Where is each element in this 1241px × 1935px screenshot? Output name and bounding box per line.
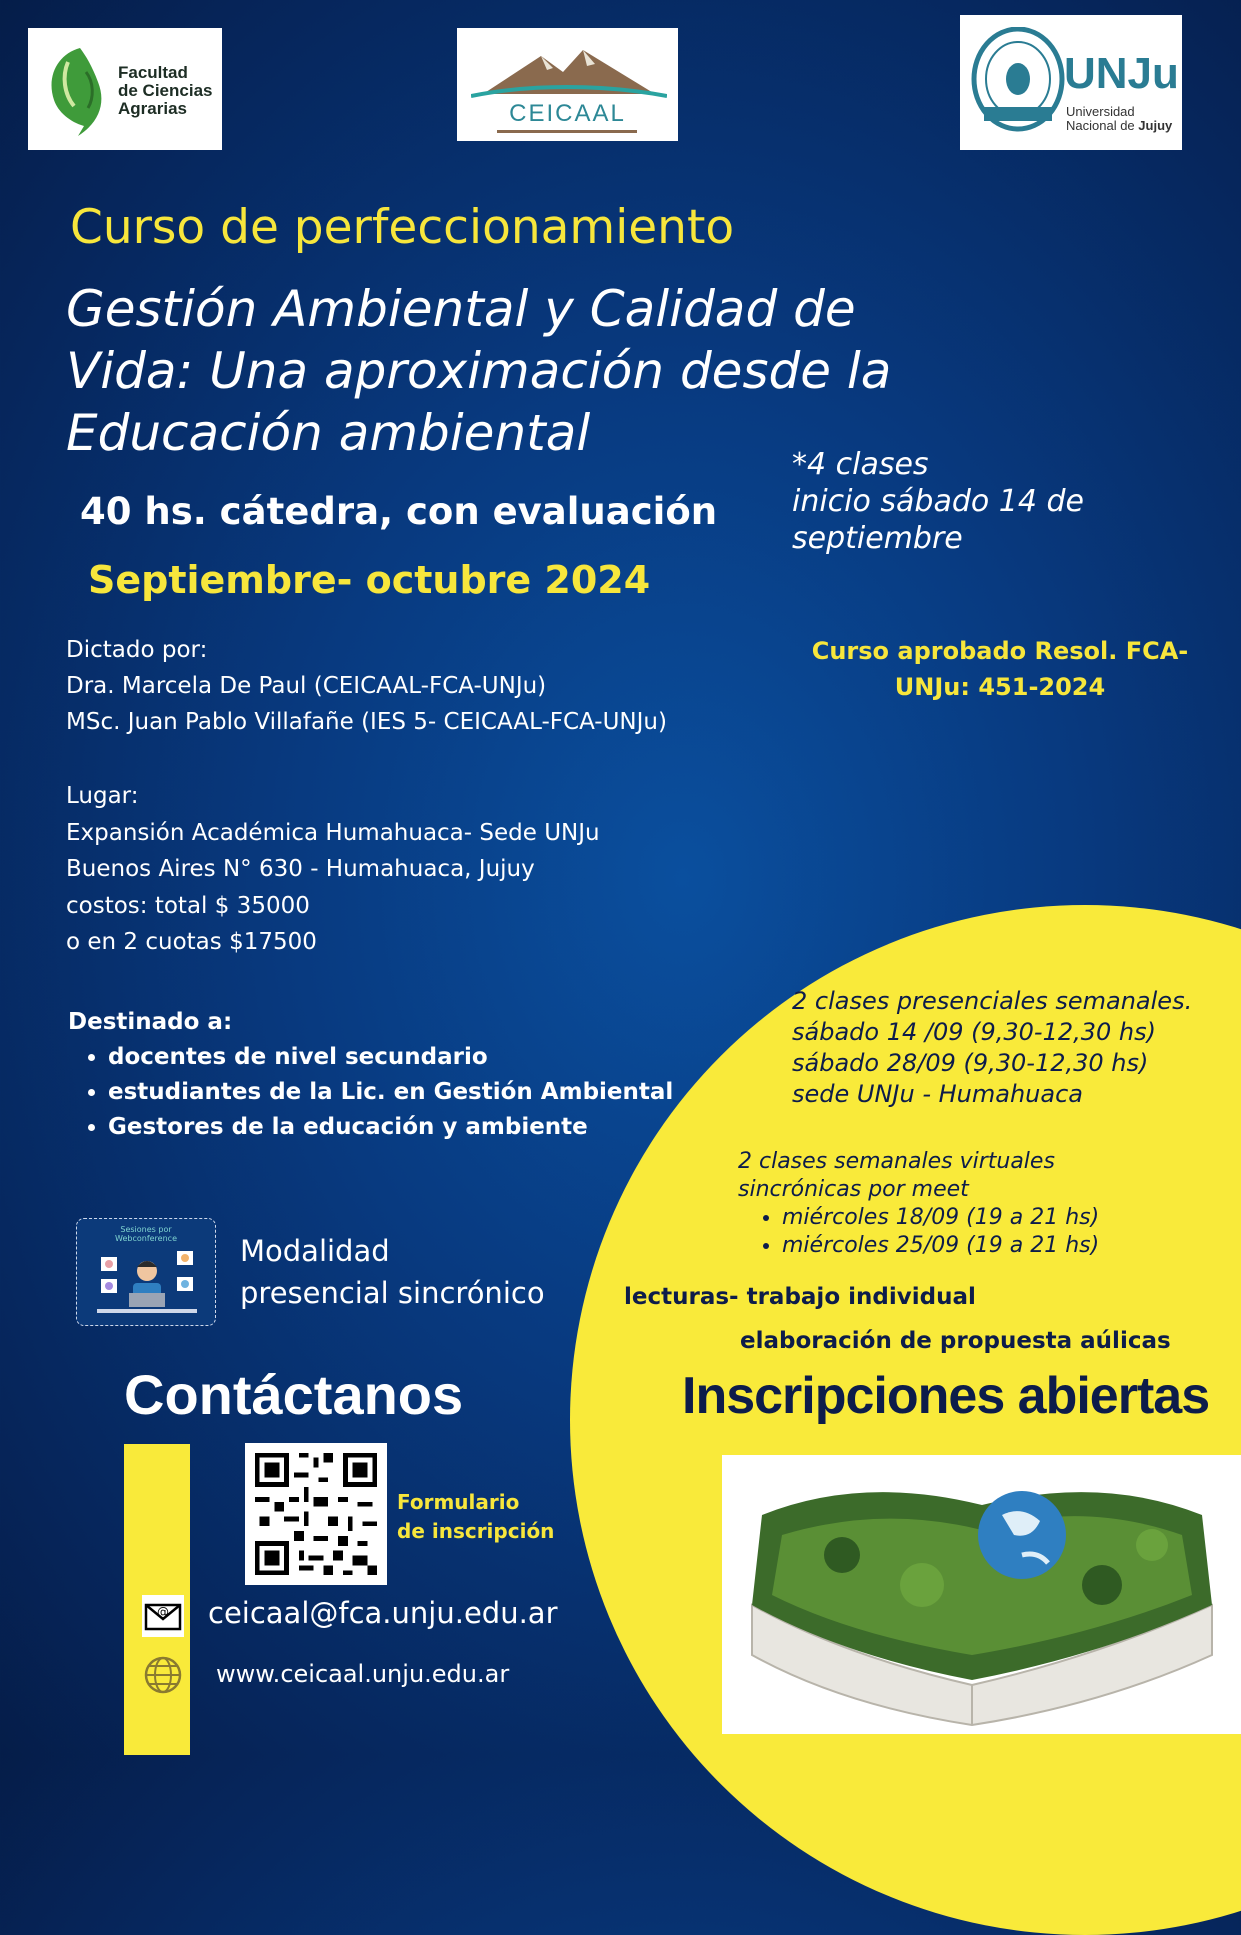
course-hours: 40 hs. cátedra, con evaluación <box>80 490 718 533</box>
registration-qr-code[interactable] <box>245 1443 387 1585</box>
destinado-item: • Gestores de la educación y ambiente <box>108 1110 673 1145</box>
course-title-line1: Gestión Ambiental y Calidad de <box>66 280 856 338</box>
ceicaal-logo-text: CEICAAL <box>509 100 626 127</box>
course-title <box>66 278 891 464</box>
unju-logo-line2a: Nacional de <box>1066 118 1139 133</box>
ceicaal-logo <box>457 28 678 141</box>
course-type: Curso de perfeccionamiento <box>70 200 735 255</box>
destinado-section <box>68 1005 673 1145</box>
virtual-item: • miércoles 18/09 (19 a 21 hs) <box>782 1204 1099 1232</box>
presencial-line1: 2 clases presenciales semanales. <box>792 987 1193 1015</box>
teacher-1: Dra. Marcela De Paul (CEICAAL-FCA-UNJu) <box>66 673 547 699</box>
dictado-label: Dictado por: <box>66 637 208 663</box>
approval-line2: UNJu: 451-2024 <box>894 673 1106 701</box>
mountains-icon <box>471 46 667 98</box>
lugar-line4: o en 2 cuotas $17500 <box>66 929 317 955</box>
unju-logo-name: UNJu <box>1064 49 1179 98</box>
registration-form-label[interactable] <box>397 1488 554 1546</box>
svg-text:@: @ <box>157 1605 169 1619</box>
classes-note-line3: septiembre <box>792 521 963 556</box>
virtual-item: • miércoles 25/09 (19 a 21 hs) <box>782 1232 1099 1260</box>
presencial-line2: sábado 14 /09 (9,30-12,30 hs) <box>792 1018 1156 1046</box>
leaf-head-icon <box>40 42 120 138</box>
unju-logo <box>960 15 1182 150</box>
lugar-line1: Expansión Académica Humahuaca- Sede UNJu <box>66 819 600 846</box>
fca-logo-line3: Agrarias <box>118 99 187 118</box>
book-globe-image <box>722 1455 1241 1734</box>
webconference-caption: Sesiones por Webconference <box>115 1225 177 1243</box>
destinado-item: • estudiantes de la Lic. en Gestión Ambiental <box>108 1075 673 1110</box>
teacher-2: MSc. Juan Pablo Villafañe (IES 5- CEICAAL-FCA-UNJu) <box>66 709 667 735</box>
contact-email[interactable]: ceicaal@fca.unju.edu.ar <box>208 1596 558 1630</box>
destinado-item: • docentes de nivel secundario <box>108 1040 673 1075</box>
fca-logo-line1: Facultad <box>118 63 188 82</box>
contact-website[interactable]: www.ceicaal.unju.edu.ar <box>216 1660 510 1688</box>
modalidad-line1: Modalidad <box>240 1234 390 1268</box>
virtual-schedule <box>738 1148 1099 1260</box>
classes-note <box>792 446 1084 557</box>
approval-note <box>790 633 1210 705</box>
classes-note-line2: inicio sábado 14 de <box>792 484 1084 519</box>
dictado-section <box>66 632 667 740</box>
unju-logo-line2b: Jujuy <box>1138 118 1173 133</box>
contact-heading: Contáctanos <box>124 1363 464 1426</box>
virtual-line2: sincrónicas por meet <box>738 1177 969 1202</box>
lugar-section <box>66 778 600 961</box>
form-label-line2: de inscripción <box>397 1519 555 1543</box>
virtual-line1: 2 clases semanales virtuales <box>738 1149 1055 1174</box>
presencial-schedule <box>792 986 1192 1110</box>
modalidad-line2: presencial sincrónico <box>240 1276 545 1310</box>
lugar-line2: Buenos Aires N° 630 - Humahuaca, Jujuy <box>66 856 535 882</box>
email-icon <box>142 1595 184 1637</box>
inscripciones-heading: Inscripciones abiertas <box>682 1367 1210 1425</box>
approval-line1: Curso aprobado Resol. FCA- <box>811 637 1189 665</box>
destinado-label: Destinado a: <box>68 1009 233 1035</box>
form-label-line1: Formulario <box>397 1490 520 1514</box>
course-title-line2: Vida: Una aproximación desde la <box>66 342 892 400</box>
modalidad-text <box>240 1230 545 1314</box>
course-period: Septiembre- octubre 2024 <box>88 558 651 602</box>
lugar-line3: costos: total $ 35000 <box>66 892 310 919</box>
globe-icon <box>142 1654 184 1696</box>
webconference-icon <box>76 1218 216 1326</box>
fca-logo <box>28 28 222 150</box>
course-title-line3: Educación ambiental <box>66 404 591 462</box>
fca-logo-line2: de Ciencias <box>118 81 213 100</box>
activity-1: lecturas- trabajo individual <box>624 1284 976 1310</box>
presencial-line3: sábado 28/09 (9,30-12,30 hs) <box>792 1049 1149 1077</box>
classes-note-line1: *4 clases <box>792 447 929 482</box>
presencial-line4: sede UNJu - Humahuaca <box>792 1080 1083 1108</box>
university-seal-icon <box>970 27 1066 135</box>
unju-logo-line1: Universidad <box>1066 104 1135 119</box>
lugar-label: Lugar: <box>66 783 139 809</box>
activity-2: elaboración de propuesta aúlicas <box>740 1328 1171 1354</box>
